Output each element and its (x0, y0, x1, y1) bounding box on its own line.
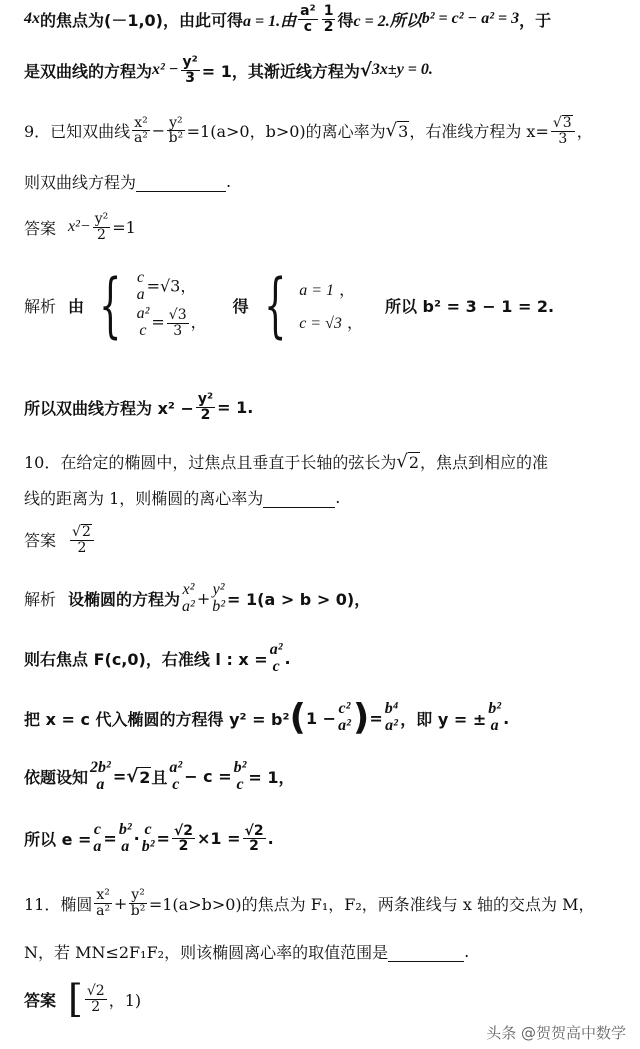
solution-10-b: 则右焦点 F(c,0)，右准线 l : x = a² c . (24, 641, 291, 675)
num: a² (136, 305, 150, 323)
den: c (303, 18, 313, 35)
num: x² (182, 581, 195, 598)
text: =1(a>0，b>0)的离心率为 (186, 122, 386, 142)
sqrt-symbol: √ (359, 59, 372, 81)
text: 得 (232, 296, 249, 316)
text: a = 1.由 (242, 12, 297, 30)
text: 所以双曲线方程为 x² − (24, 398, 194, 418)
text: . (464, 942, 470, 961)
text: 11．椭圆 (24, 894, 93, 914)
solution-label: 解析 (24, 296, 57, 316)
solution-10-a: 解析 设椭圆的方程为 x² a² + y² b² = 1(a > b > 0)， (24, 581, 371, 615)
radicand: 3 (562, 115, 572, 131)
frac (132, 116, 150, 146)
num: y² (169, 114, 183, 131)
frac (196, 392, 215, 422)
text: N，若 MN≤2F₁F₂，则该椭圆离心率的取值范围是 (24, 943, 389, 962)
text: 所以 e = (24, 830, 92, 850)
solution-10-c: 把 x = c 代入椭圆的方程得 y² = b² ( 1 − c² a² ) = b⁴ a² ，即 y = ± b² a . (24, 697, 510, 738)
num: y² (94, 211, 109, 227)
num: c² (338, 700, 351, 718)
text: 由 (68, 296, 85, 316)
solution-label: 解析 (24, 590, 57, 610)
num: y² (197, 391, 214, 407)
sqrt: √ 3 (385, 120, 409, 142)
frac-y2-3 (181, 55, 200, 85)
den: 3 (558, 130, 568, 147)
solution-10-d: 依题设知 2b² a = √ 2 且 a² c − c = b² c = 1， (24, 759, 295, 793)
num: y² (131, 887, 145, 903)
den: b² (212, 597, 226, 615)
den: 3 (185, 69, 196, 86)
conclusion-9 (24, 392, 628, 422)
answer-label: 答案 (24, 531, 57, 551)
brace: { (263, 264, 287, 346)
num: b² (233, 759, 247, 776)
den: 3 (173, 322, 183, 339)
text: 线的距离为 1，则椭圆的离心率为 (24, 489, 264, 508)
text: = 1，其渐近线方程为 (201, 61, 360, 81)
den: 2 (200, 406, 211, 423)
answer-blank (263, 488, 335, 508)
text: 所以 b² = 3 − 1 = 2. (384, 296, 555, 316)
text: x²− (68, 218, 91, 236)
den: a (96, 775, 105, 793)
text: 10．在给定的椭圆中，过焦点且垂直于长轴的弦长为 (24, 453, 397, 472)
text: = 1， (248, 768, 295, 788)
text: ，1) (108, 990, 142, 1010)
num: a² (169, 759, 183, 776)
text: 且 (151, 768, 168, 788)
den: b² (168, 130, 184, 147)
text: 设椭圆的方程为 (68, 590, 181, 610)
answer-10 (24, 524, 628, 555)
answer-label: 答案 (24, 990, 57, 1010)
num: b² (118, 821, 132, 838)
den: a² (96, 902, 111, 919)
den: 2 (91, 998, 101, 1015)
frac: √ 2 2 (70, 524, 94, 555)
text: ，于 (519, 10, 552, 30)
watermark: 头条 @贺贺高中数学 (486, 1024, 626, 1042)
radicand: 2 (81, 524, 91, 540)
text: ，焦点到相应的准 (420, 453, 549, 472)
brace: { (99, 264, 122, 346)
text: = 1. (217, 397, 254, 417)
radicand: 2 (95, 982, 105, 999)
den: 2 (249, 838, 259, 855)
math-4x: 4x (24, 10, 40, 28)
text: − c = (184, 767, 232, 787)
num: a² (269, 641, 283, 658)
den: 2 (323, 18, 334, 35)
text: =1(a>b>0)的焦点为 F₁，F₂，两条准线与 x 轴的交点为 M， (148, 894, 595, 914)
radicand: 2 (139, 768, 151, 788)
text: 则双曲线方程为 (24, 173, 137, 192)
answer-11: 答案 [ $\frac{√2}{2}$ ，1) (24, 977, 142, 1021)
text: c = √3 (299, 315, 342, 332)
question-9-line-1: 9．已知双曲线 $\frac{\text{x²}}{\text{a²}}$ − $\frac{\text{y²}}{\text{b²}}$ =1(a>0，b>0)的离心率为 √ 3 ，右准线方程为 x= √ 3 3 ， (24, 114, 593, 147)
text: ，即 y = ± (400, 709, 487, 729)
radicand: 2 (408, 453, 420, 472)
text: ×1 = (196, 829, 241, 849)
den: a (93, 837, 102, 855)
text: = (151, 312, 165, 332)
num: 2b² (90, 759, 111, 776)
text: =1 (112, 217, 136, 237)
text: 的焦点为(－1,0)，由此可得 (40, 10, 243, 30)
system-1: c a =√3， a² c = $\frac{√3}{3}$ ， (136, 269, 207, 340)
solution-10-e: 所以 e = c a = b² a · c b² = $\frac{√2}{2}$ ×1 = $\frac{√2}{2}$ . (24, 821, 274, 855)
num: c (93, 821, 101, 838)
den: c (139, 322, 147, 340)
radicand: 3 (398, 122, 409, 142)
solution-9 (24, 264, 628, 346)
den: b² (141, 837, 155, 855)
num: c (144, 821, 152, 838)
answer-blank (388, 942, 464, 962)
den: c (236, 775, 244, 793)
text: a = 1 (299, 282, 334, 299)
den: 2 (97, 226, 106, 243)
den: a² (133, 130, 148, 147)
num: a² (300, 3, 316, 19)
text: 9．已知双曲线 (24, 122, 131, 142)
den: c (172, 775, 180, 793)
frac (93, 212, 111, 242)
num: b⁴ (384, 700, 399, 718)
text: = (103, 829, 117, 849)
radicand: 2 (183, 822, 193, 839)
answer-9 (24, 212, 628, 242)
den: a (490, 717, 499, 734)
den: 2 (77, 539, 87, 556)
num: y² (182, 54, 198, 70)
den: a² (338, 717, 351, 734)
den: a (121, 837, 130, 855)
text: 则右焦点 F(c,0)，右准线 l : x = (24, 650, 268, 670)
question-9-line-2 (24, 170, 628, 193)
frac-a2-c (298, 4, 318, 34)
num: b² (488, 700, 502, 718)
text: = (156, 829, 170, 849)
frac: √ 3 3 (551, 115, 575, 146)
intro-line-2 (24, 55, 628, 85)
num: x² (134, 114, 148, 131)
text: = (112, 767, 127, 787)
radicand: 2 (253, 822, 264, 839)
num: 1 (323, 3, 334, 19)
den: a (136, 285, 145, 303)
num: c (137, 269, 145, 286)
text: b² = c² − a² = 3 (421, 10, 520, 28)
den: a² (385, 717, 398, 734)
text: · (133, 829, 140, 849)
num: x² (96, 887, 110, 903)
answer-label: 答案 (24, 218, 57, 238)
answer-blank (136, 172, 226, 192)
num: y² (212, 581, 225, 598)
den: b² (130, 902, 146, 919)
question-11-line-2 (24, 940, 628, 963)
text: . (335, 488, 341, 507)
text: ， (190, 312, 207, 332)
text: 把 x = c 代入椭圆的方程得 y² = b² (24, 709, 290, 729)
question-11-line-1: 11．椭圆 $\frac{\text{x²}}{\text{a²}}$ + $\frac{\text{y²}}{\text{b²}}$ =1(a>b>0)的焦点为 F₁，F₂，两条准线与 x 轴的交点为 M， (24, 887, 595, 919)
text: = 1(a > b > 0)， (227, 590, 371, 610)
text: . (226, 172, 232, 191)
text: 依题设知 (24, 768, 89, 788)
question-10-line-1: 10．在给定的椭圆中，过焦点且垂直于长轴的弦长为 √ 2 ，焦点到相应的准 (24, 451, 549, 472)
question-10-line-2 (24, 486, 628, 509)
den: 2 (178, 838, 189, 855)
frac-1-2 (322, 4, 336, 34)
intro-line-1 (24, 4, 628, 34)
text: =√3， (146, 276, 197, 296)
text: 得 (337, 10, 354, 30)
text: ，右准线方程为 x= (409, 122, 549, 142)
text: c = 2.所以 (353, 12, 422, 30)
den: c (272, 657, 280, 675)
system-2: a = 1 ， c = √3 ， (299, 280, 363, 332)
text: 1 − (305, 708, 337, 728)
text: x² − (152, 61, 179, 79)
text: 3x±y = 0. (371, 61, 433, 79)
den: a² (182, 597, 195, 615)
frac (167, 116, 185, 146)
radicand: 3 (177, 307, 187, 324)
text: 是双曲线的方程为 (24, 61, 153, 81)
